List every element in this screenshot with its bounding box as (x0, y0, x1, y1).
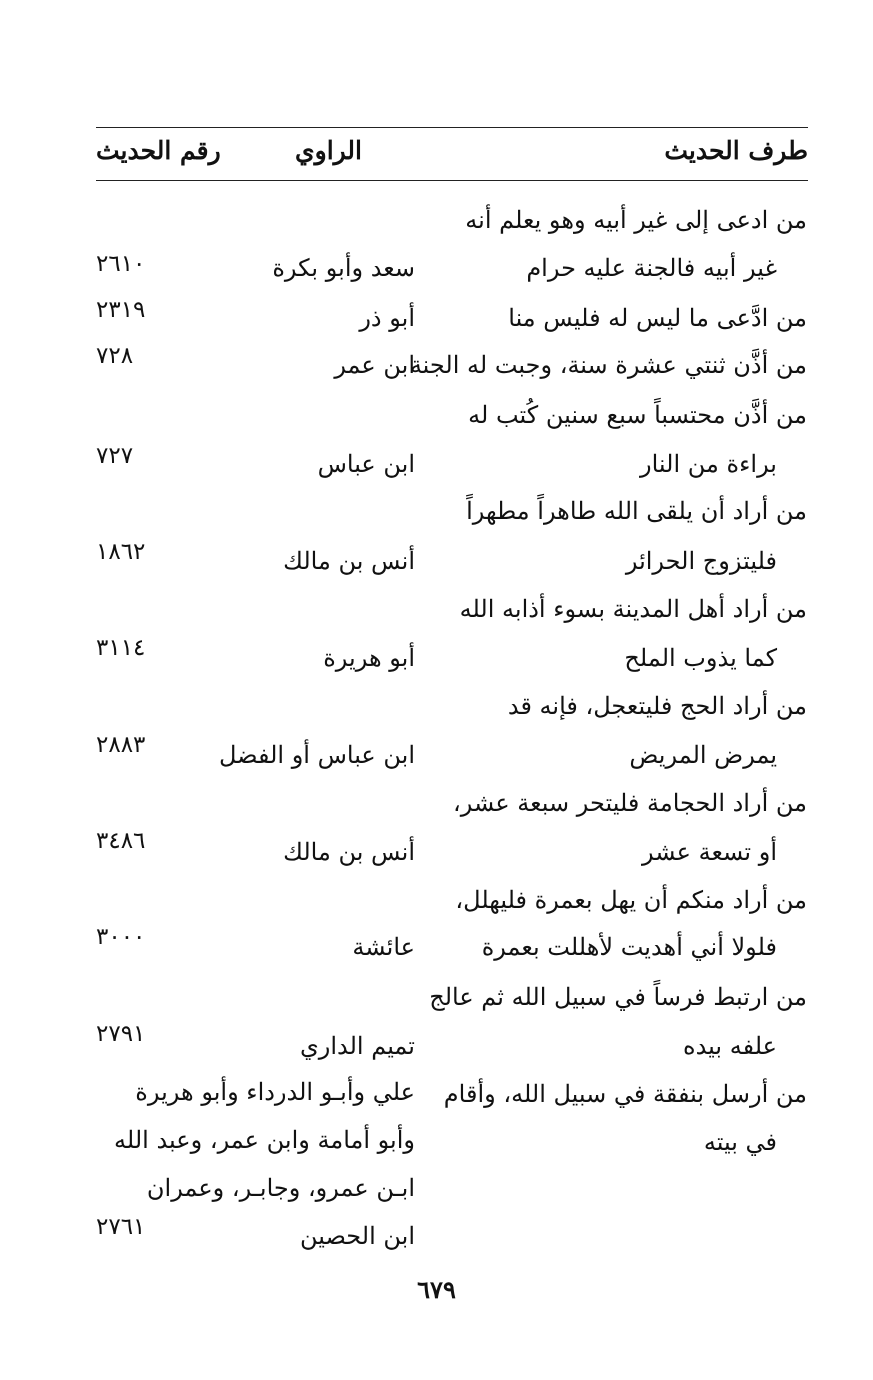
hadith-text: من أذَّن ثنتي عشرة سنة، وجبت له الجنة (409, 351, 807, 379)
hadith-text: في بيته (703, 1128, 777, 1156)
hadith-number: ٢٣١٩ (96, 297, 146, 323)
hadith-text: غير أبيه فالجنة عليه حرام (526, 254, 777, 282)
hadith-number: ٣١١٤ (96, 635, 146, 661)
narrator: عائشة (352, 933, 415, 961)
hadith-text: من أذَّن محتسباً سبع سنين كُتب له (468, 401, 807, 429)
hadith-text: أو تسعة عشر (641, 838, 777, 866)
hadith-number: ٢٨٨٣ (96, 732, 146, 758)
hadith-text: كما يذوب الملح (624, 644, 777, 672)
hadith-text: من ارتبط فرساً في سبيل الله ثم عالج (429, 983, 807, 1011)
hadith-text: من أراد منكم أن يهل بعمرة فليهلل، (455, 886, 807, 914)
narrator: أنس بن مالك (283, 547, 415, 575)
hadith-text: فليتزوج الحرائر (625, 547, 777, 575)
narrator: علي وأبـو الدرداء وأبو هريرة (135, 1078, 415, 1106)
header-hadith: طرف الحديث (664, 136, 808, 165)
hadith-text: من أرسل بنفقة في سبيل الله، وأقام (443, 1080, 807, 1108)
header-number: رقم الحديث (96, 136, 221, 165)
hadith-number: ٣٠٠٠ (96, 924, 146, 950)
header-narrator: الراوي (295, 136, 362, 165)
hadith-text: من أراد الحجامة فليتحر سبعة عشر، (452, 789, 807, 817)
page-number: ٦٧٩ (417, 1275, 456, 1304)
hadith-text: من أراد أهل المدينة بسوء أذابه الله (459, 595, 807, 623)
narrator: أنس بن مالك (283, 838, 415, 866)
narrator: أبو ذر (359, 304, 415, 332)
hadith-text: يمرض المريض (629, 741, 777, 769)
narrator: وأبو أمامة وابن عمر، وعبد الله (114, 1126, 415, 1154)
hadith-number: ٧٢٨ (96, 343, 134, 369)
hadith-number: ١٨٦٢ (96, 539, 146, 565)
narrator: ابن عمر (334, 351, 415, 379)
hadith-text: من ادعى إلى غير أبيه وهو يعلم أنه (465, 206, 807, 234)
hadith-number: ٢٧٩١ (96, 1021, 146, 1047)
narrator: ابـن عمرو، وجابـر، وعمران (146, 1174, 415, 1202)
hadith-number: ٢٦١٠ (96, 251, 146, 277)
narrator: سعد وأبو بكرة (272, 254, 415, 282)
narrator: تميم الداري (299, 1032, 415, 1060)
hadith-number: ٢٧٦١ (96, 1214, 146, 1240)
hadith-number: ٧٢٧ (96, 443, 134, 469)
hadith-number: ٣٤٨٦ (96, 828, 146, 854)
hadith-text: من ادَّعى ما ليس له فليس منا (508, 304, 807, 332)
hadith-text: فلولا أني أهديت لأهللت بعمرة (481, 933, 777, 961)
hadith-text: علفه بيده (683, 1032, 777, 1060)
narrator: ابن الحصين (299, 1222, 415, 1250)
narrator: ابن عباس (317, 450, 415, 478)
hadith-text: من أراد أن يلقى الله طاهراً مطهراً (466, 497, 807, 525)
hadith-text: براءة من النار (640, 450, 777, 478)
narrator: ابن عباس أو الفضل (218, 741, 415, 769)
hadith-text: من أراد الحج فليتعجل، فإنه قد (507, 692, 807, 720)
narrator: أبو هريرة (323, 644, 415, 672)
